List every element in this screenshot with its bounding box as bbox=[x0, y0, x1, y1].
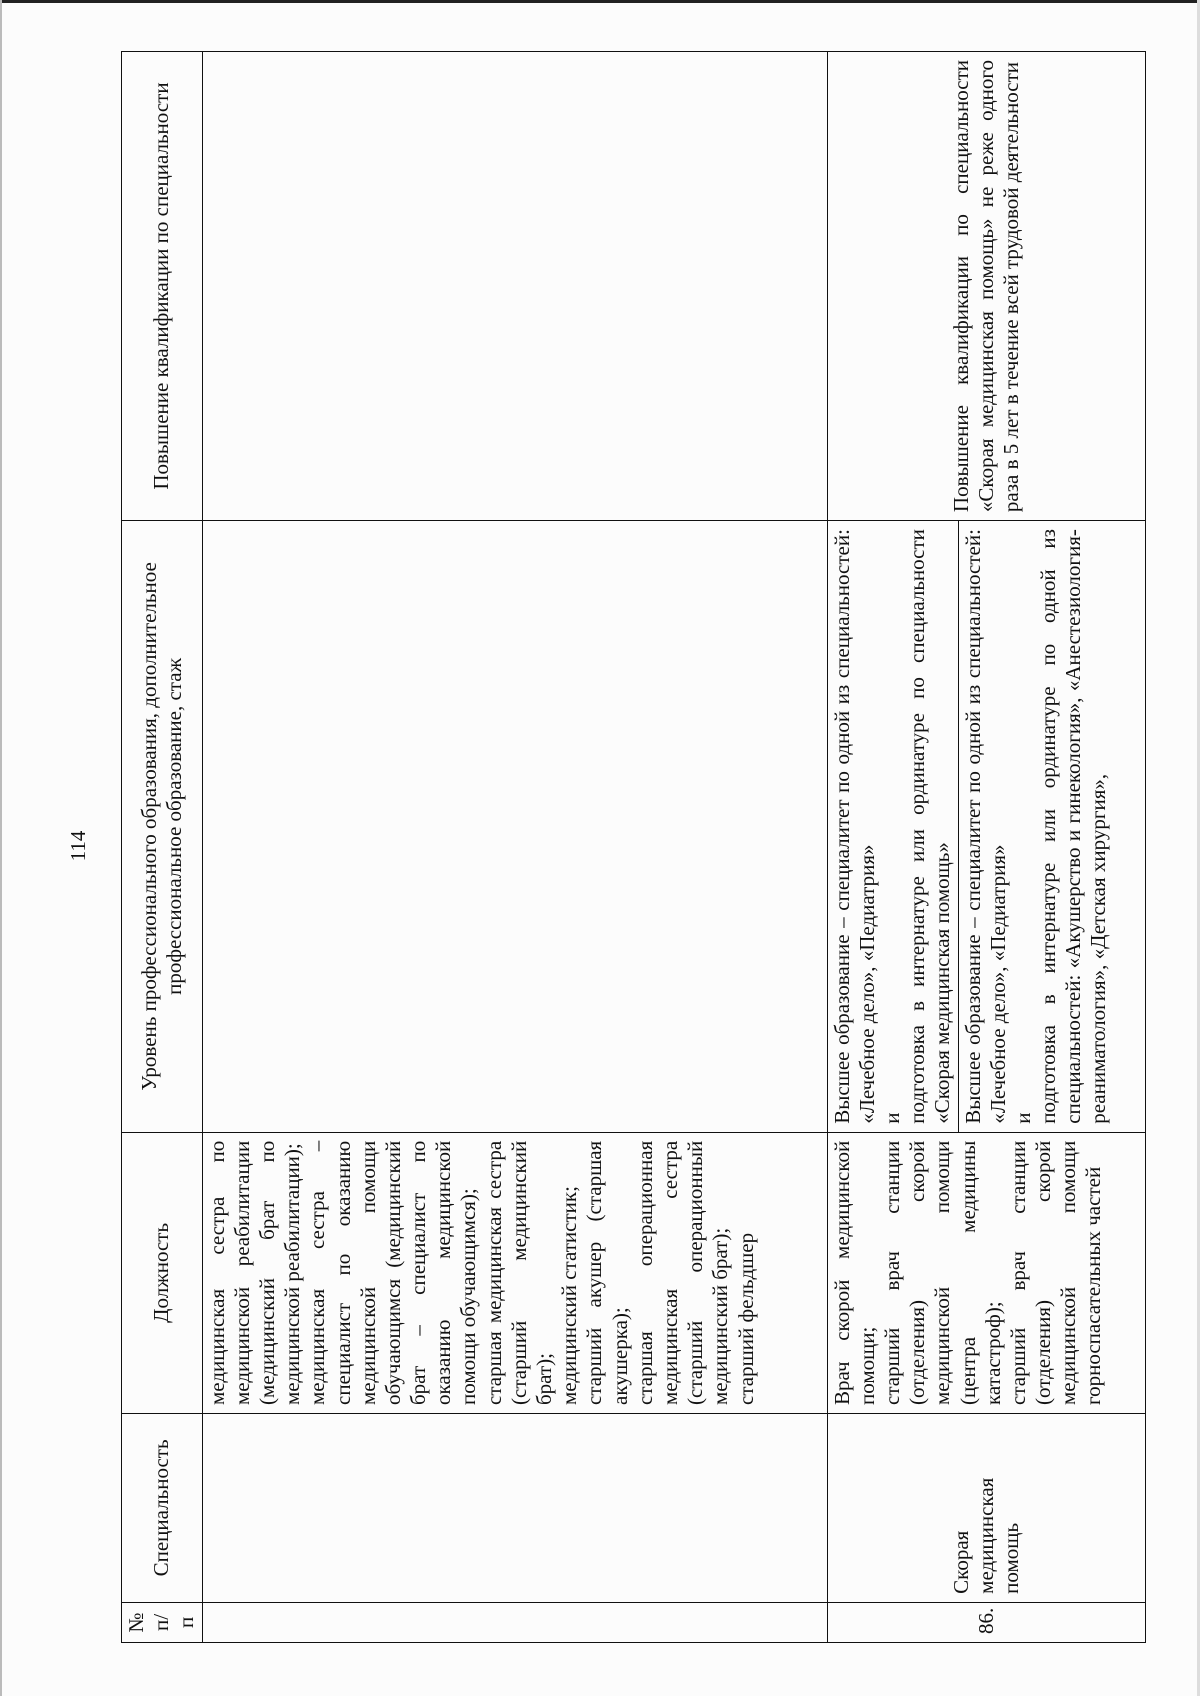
table-header-row bbox=[122, 52, 203, 1643]
cell-num-empty bbox=[202, 1602, 827, 1642]
cell-specialty-empty bbox=[202, 1414, 827, 1603]
cell-num: 86. bbox=[827, 1602, 1145, 1642]
education-and: и bbox=[879, 1112, 904, 1124]
education-text: Высшее образование – специалитет по одной из специальностей: «Лечебное дело», «Педиатрия» bbox=[960, 529, 1010, 1124]
cell-education-empty bbox=[202, 521, 827, 1133]
qualification-table bbox=[121, 51, 1146, 1643]
cell-specialty: Скорая медицинская помощь bbox=[827, 1414, 1145, 1603]
education-block-2 bbox=[959, 521, 1114, 1132]
education-text: Высшее образование – специалитет по одной из специальностей: «Лечебное дело», «Педиатрия» bbox=[829, 529, 879, 1124]
education-text: подготовка в интернатуре или ординатуре по одной из специальностей: «Акушерство и гинекология», «Анестезиология-реаниматология», «Детская хирургия», bbox=[1036, 529, 1111, 1124]
position-item: старший фельдшер bbox=[733, 1232, 758, 1405]
education-text: подготовка в интернатуре или ординатуре по специальности «Скорая медицинская помощь» bbox=[905, 529, 955, 1124]
position-item: старший акушер (старшая акушерка); bbox=[582, 1140, 632, 1405]
table-row-continued bbox=[202, 52, 827, 1643]
education-and: и bbox=[1010, 1112, 1035, 1124]
education-block-1 bbox=[828, 521, 959, 1132]
table-row-86 bbox=[827, 52, 1145, 1643]
cell-qualification-empty bbox=[202, 52, 827, 521]
position-item: медицинская сестра по медицинской реабилитации (медицинский брат по медицинской реабилитации); bbox=[204, 1140, 305, 1405]
page-number: 114 bbox=[66, 830, 90, 862]
header-qualification: Повышение квалификации по специальности bbox=[122, 52, 203, 521]
position-item: медицинский статистик; bbox=[557, 1186, 582, 1405]
header-education: Уровень профессионального образования, дополнительное профессиональное образование, стаж bbox=[122, 521, 203, 1133]
qualification-text: Повышение квалификации по специальности «Скорая медицинская помощь» не реже одного раза в 5 лет в течение всей трудовой деятельности bbox=[948, 60, 1023, 513]
cell-qualification bbox=[827, 52, 1145, 521]
position-item: медицинская сестра – специалист по оказанию медицинской помощи обучающимся (медицинский брат – специалист по оказанию медицинской помощи обучающимся); bbox=[305, 1140, 481, 1405]
position-item: старший врач станции (отделения) скорой медицинской помощи (центра медицины катастроф); bbox=[879, 1140, 1005, 1405]
header-num: № п/п bbox=[122, 1602, 203, 1642]
position-item: старшая медицинская сестра (старший медицинский брат); bbox=[481, 1140, 556, 1405]
cell-education bbox=[827, 521, 1145, 1133]
cell-positions-continued bbox=[202, 1132, 827, 1413]
position-item: Врач скорой медицинской помощи; bbox=[829, 1140, 879, 1405]
header-specialty: Специальность bbox=[122, 1414, 203, 1603]
position-item: старшая операционная медицинская сестра (старший операционный медицинский брат); bbox=[632, 1140, 733, 1405]
position-item: старший врач станции (отделения) скорой медицинской помощи горноспасательных частей bbox=[1005, 1140, 1106, 1405]
header-position: Должность bbox=[122, 1132, 203, 1413]
cell-positions bbox=[827, 1132, 1145, 1413]
